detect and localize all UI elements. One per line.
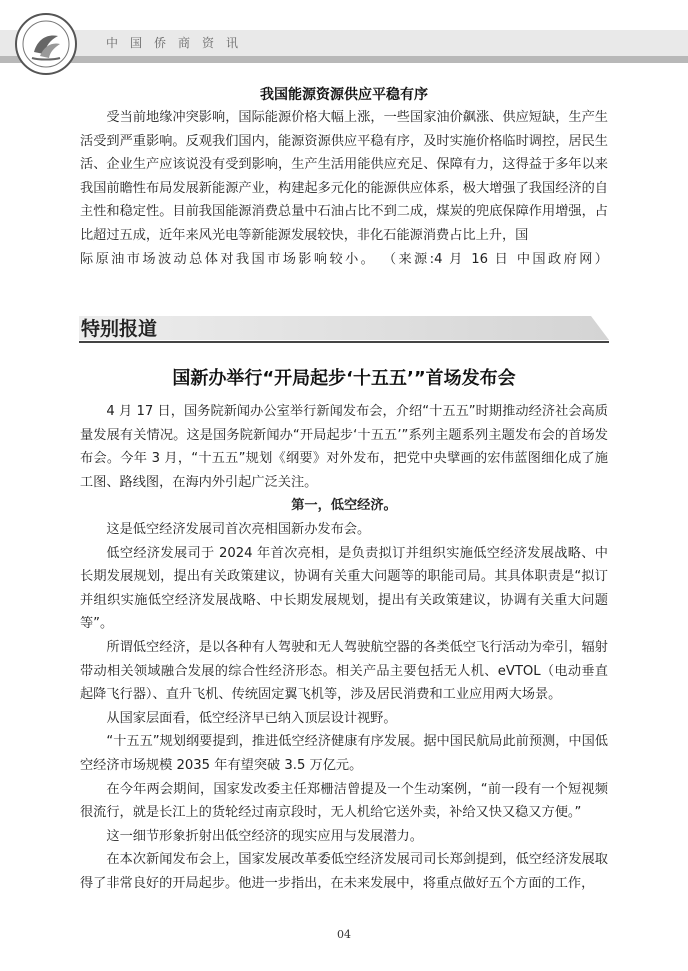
page-number: 04 bbox=[337, 928, 351, 941]
section-divider bbox=[79, 341, 609, 343]
section-banner bbox=[79, 316, 609, 340]
header-rule bbox=[0, 56, 688, 63]
header-stripe bbox=[0, 30, 688, 56]
paragraph: “十五五”规划纲要提到，推进低空经济健康有序发展。据中国民航局此前预测，中国低空经济市场规模 2035 年有望突破 3.5 万亿元。 bbox=[80, 734, 608, 773]
paragraph: 所谓低空经济，是以各种有人驾驶和无人驾驶航空器的各类低空飞行活动为牵引，辐射带动相关领域融合发展的综合性经济形态。相关产品主要包括无人机、eVTOL（电动垂直起降飞行器）、直升飞机、传统固定翼飞机等，涉及居民消费和工业应用两大场景。 bbox=[80, 639, 608, 703]
page-header bbox=[0, 0, 688, 76]
energy-last-line-with-source: 际原油市场波动总体对我国市场影响较小。 （来源:4 月 16 日 中国政府网） bbox=[80, 251, 608, 267]
article-body-briefing bbox=[80, 400, 608, 895]
paragraph: 这是低空经济发展司首次亮相国新办发布会。 bbox=[106, 521, 371, 537]
article-body-energy bbox=[80, 106, 608, 271]
paragraph: 4 月 17 日，国务院新闻办公室举行新闻发布会，介绍“十五五”时期推动经济社会高质量发展有关情况。这是国务院新闻办“开局起步‘十五五’”系列主题系列主题发布会的首场发布会。今年 3 月，“十五五”规划《纲要》对外发布，把党中央擘画的宏伟蓝图细化成了施工图、路线图，在海内外引起广泛关注。 bbox=[80, 404, 608, 490]
paragraph: 低空经济发展司于 2024 年首次亮相，是负责拟订并组织实施低空经济发展战略、中长期发展规划，提出有关政策建议，协调有关重大问题等的职能司局。其具体职责是“拟订并组织实施低空经济发展战略、中长期发展规划，提出有关政策建议，协调有关重大问题等”。 bbox=[80, 545, 608, 632]
energy-paragraph: 受当前地缘冲突影响，国际能源价格大幅上涨，一些国家油价飙涨、供应短缺，生产生活受到严重影响。反观我们国内，能源资源供应平稳有序，及时实施价格临时调控，居民生活、企业生产应该说没有受到影响，生产生活用能供应充足、保障有力，这得益于多年以来我国前瞻性布局发展新能源产业，构建起多元化的能源供应体系，极大增强了我国经济的自主性和稳定性。目前我国能源消费总量中石油占比不到二成，煤炭的兜底保障作用增强，占比超过五成，近年来风光电等新能源发展较快，非化石能源消费占比上升，国 bbox=[80, 110, 608, 243]
article-title-briefing: 国新办举行“开局起步‘十五五’”首场发布会 bbox=[172, 368, 516, 389]
subheading-low-altitude: 第一，低空经济。 bbox=[291, 498, 397, 514]
publication-title: 中国侨商资讯 bbox=[106, 36, 251, 50]
article-title-energy: 我国能源资源供应平稳有序 bbox=[260, 87, 428, 103]
section-title: 特别报道 bbox=[81, 318, 158, 340]
paragraph: 这一细节形象折射出低空经济的现实应用与发展潜力。 bbox=[106, 828, 423, 844]
paragraph: 在本次新闻发布会上，国家发展改革委低空经济发展司司长郑剑提到，低空经济发展取得了非常良好的开局起步。他进一步指出，在未来发展中，将重点做好五个方面的工作， bbox=[80, 852, 608, 891]
organization-logo bbox=[14, 12, 78, 76]
paragraph: 从国家层面看，低空经济早已纳入顶层设计视野。 bbox=[106, 710, 397, 726]
paragraph: 在今年两会期间，国家发改委主任郑栅洁曾提及一个生动案例，“前一段有一个短视频很流行，就是长江上的货轮经过南京段时，无人机给它送外卖，补给又快又稳又方便。” bbox=[80, 781, 608, 821]
